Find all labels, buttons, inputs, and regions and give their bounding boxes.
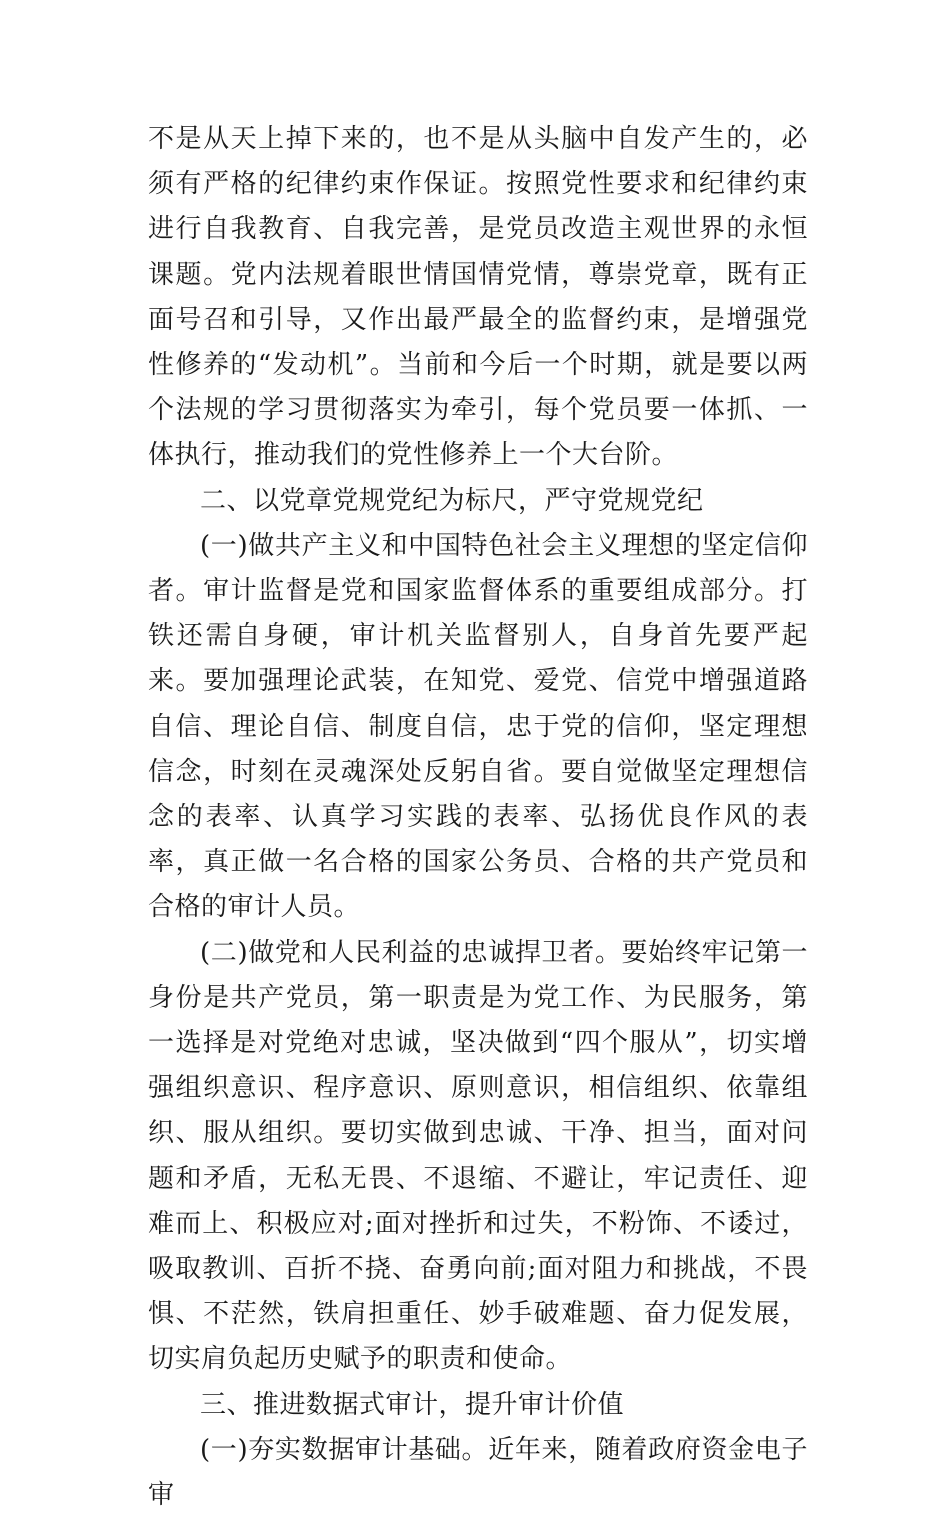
document-page: [148, 117, 808, 1518]
section-heading: 二、以党章党规党纪为标尺，严守党规党纪: [200, 485, 704, 516]
body-paragraph: (二)做党和人民利益的忠诚捍卫者。要始终牢记第一身份是共产党员，第一职责是为党工作、为民服务，第一选择是对党绝对忠诚，坚决做到“四个服从”，切实增强组织意识、程序意识、原则意识，相信组织、依靠组织、服从组织。要切实做到忠诚、干净、担当，面对问题和矛盾，无私无畏、不退缩、不避让，牢记责任、迎难而上、积极应对;面对挫折和过失，不粉饰、不诿过，吸取教训、百折不挠、奋勇向前;面对阻力和挑战，不畏惧、不茫然，铁肩担重任、妙手破难题、奋力促发展，切实肩负起历史赋予的职责和使命。: [148, 937, 808, 1375]
body-paragraph: (一)夯实数据审计基础。近年来，随着政府资金电子审: [148, 1434, 808, 1511]
section-heading: 三、推进数据式审计，提升审计价值: [200, 1389, 625, 1420]
body-paragraph: (一)做共产主义和中国特色社会主义理想的坚定信仰者。审计监督是党和国家监督体系的重要组成部分。打铁还需自身硬，审计机关监督别人，自身首先要严起来。要加强理论武装，在知党、爱党、信党中增强道路自信、理论自信、制度自信，忠于党的信仰，坚定理想信念，时刻在灵魂深处反躬自省。要自觉做坚定理想信念的表率、认真学习实践的表率、弘扬优良作风的表率，真正做一名合格的国家公务员、合格的共产党员和合格的审计人员。: [148, 530, 808, 923]
body-paragraph: 不是从天上掉下来的，也不是从头脑中自发产生的，必须有严格的纪律约束作保证。按照党性要求和纪律约束进行自我教育、自我完善，是党员改造主观世界的永恒课题。党内法规着眼世情国情党情，尊崇党章，既有正面号召和引导，又作出最严最全的监督约束，是增强党性修养的“发动机”。当前和今后一个时期，就是要以两个法规的学习贯彻落实为牵引，每个党员要一体抓、一体执行，推动我们的党性修养上一个大台阶。: [148, 124, 808, 471]
